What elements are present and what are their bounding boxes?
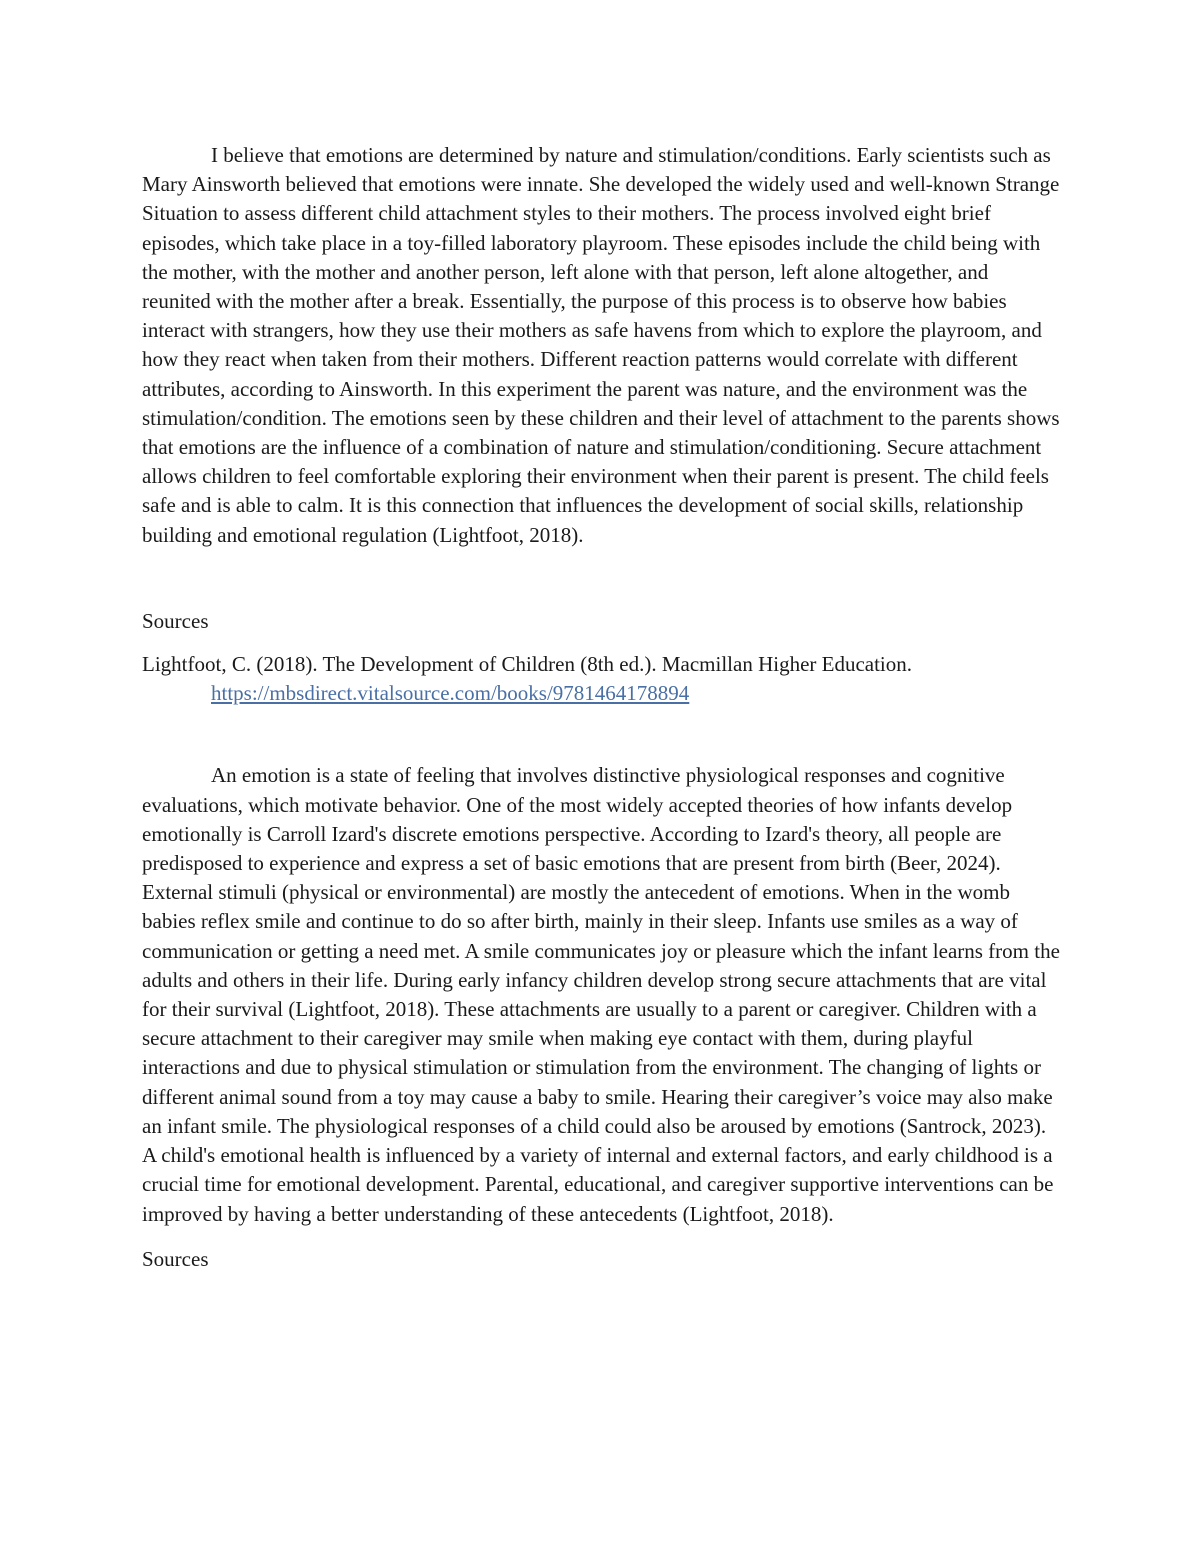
citation-text: Lightfoot, C. (2018). The Development of Children (8th ed.). Macmillan Higher Education.	[142, 652, 913, 677]
document-body	[142, 141, 1062, 1274]
citation-link[interactable]: https://mbsdirect.vitalsource.com/books/9781464178894	[211, 681, 690, 706]
sources-heading: Sources	[142, 1246, 209, 1271]
citation-entry	[142, 650, 1062, 708]
sources-heading: Sources	[142, 608, 209, 633]
essay-2-paragraph: An emotion is a state of feeling that involves distinctive physiological responses and cognitive evaluations, which motivate behavior. One of the most widely accepted theories of how infants develop emotionally is Carroll Izard's discrete emotions perspective. According to Izard's theory, all people are predisposed to experience and express a set of basic emotions that are present from birth (Beer, 2024). External stimuli (physical or environmental) are mostly the antecedent of emotions. When in the womb babies reflex smile and continue to do so after birth, mainly in their sleep. Infants use smiles as a way of communication or getting a need met. A smile communicates joy or pleasure which the infant learns from the adults and others in their life. During early infancy children develop strong secure attachments that are vital for their survival (Lightfoot, 2018). These attachments are usually to a parent or caregiver. Children with a secure attachment to their caregiver may smile when making eye contact with them, during playful interactions and due to physical stimulation or stimulation from the environment. The changing of lights or different animal sound from a toy may cause a baby to smile. Hearing their caregiver’s voice may also make an infant smile. The physiological responses of a child could also be aroused by emotions (Santrock, 2023). A child's emotional health is influenced by a variety of internal and external factors, and early childhood is a crucial time for emotional development. Parental, educational, and caregiver supportive interventions can be improved by having a better understanding of these antecedents (Lightfoot, 2018).	[142, 763, 1060, 1226]
essay-1-paragraph: I believe that emotions are determined by nature and stimulation/conditions. Early scientists such as Mary Ainsworth believed that emotions were innate. She developed the widely used and well-known Strange Situation to assess different child attachment styles to their mothers. The process involved eight brief episodes, which take place in a toy-filled laboratory playroom. These episodes include the child being with the mother, with the mother and another person, left alone with that person, left alone altogether, and reunited with the mother after a break. Essentially, the purpose of this process is to observe how babies interact with strangers, how they use their mothers as safe havens from which to explore the playroom, and how they react when taken from their mothers. Different reaction patterns would correlate with different attributes, according to Ainsworth. In this experiment the parent was nature, and the environment was the stimulation/condition. The emotions seen by these children and their level of attachment to the parents shows that emotions are the influence of a combination of nature and stimulation/conditioning. Secure attachment allows children to feel comfortable exploring their environment when their parent is present. The child feels safe and is able to calm. It is this connection that influences the development of social skills, relationship building and emotional regulation (Lightfoot, 2018).	[142, 143, 1060, 547]
